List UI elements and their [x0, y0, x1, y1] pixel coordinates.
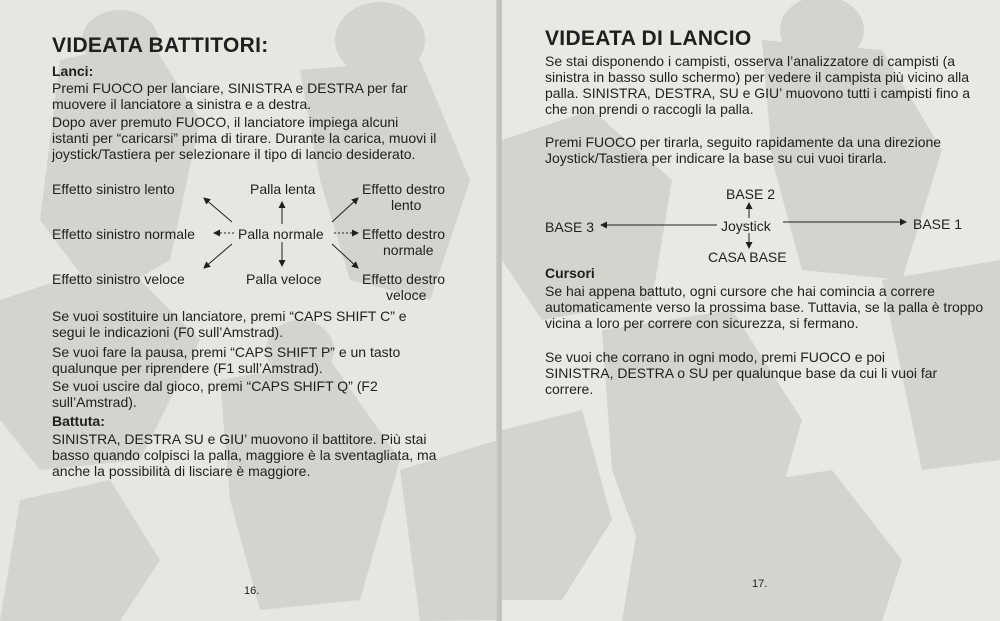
right-page	[502, 0, 1000, 621]
base-label-bottom: CASA BASE	[708, 249, 787, 265]
cursori-heading: Cursori	[545, 265, 595, 281]
page-title: VIDEATA BATTITORI:	[52, 34, 269, 57]
arrow-down-left	[204, 244, 232, 268]
joystick-label: Joystick	[721, 218, 771, 234]
throw-paragraph: Premi FUOCO per tirarla, seguito rapidamente da una direzione Joystick/Tastiera per indicare la base su cui vuoi tirarla.	[545, 134, 942, 166]
base-label-top: BASE 2	[726, 186, 776, 202]
lanci-heading: Lanci:	[52, 63, 94, 79]
diagram-label-mid-left: Effetto sinistro normale	[52, 226, 195, 242]
diagram-label-top-right-2: lento	[391, 197, 422, 213]
diagram-label-top-left: Effetto sinistro lento	[52, 181, 175, 197]
arrow-up-left	[204, 198, 232, 222]
diagram-label-top-right-1: Effetto destro	[362, 181, 446, 197]
diagram-label-bottom-right-2: veloce	[386, 287, 427, 303]
cursori-paragraph-1: Se hai appena battuto, ogni cursore che hai comincia a correre automaticamente verso la prossima base. Tuttavia, se la palla è troppo vicina a loro per correre con sicurezza, si fermano.	[545, 283, 984, 331]
base-label-right: BASE 1	[913, 216, 963, 232]
diagram-label-mid-right-1: Effetto destro	[362, 226, 446, 242]
base-label-left: BASE 3	[545, 219, 595, 235]
page-number: 17.	[752, 578, 768, 590]
diagram-label-bottom-left: Effetto sinistro veloce	[52, 271, 185, 287]
left-page	[0, 0, 498, 621]
cursori-paragraph-2: Se vuoi che corrano in ogni modo, premi FUOCO e poi SINISTRA, DESTRA o SU per qualunque base da cui li vuoi far correre.	[545, 349, 938, 397]
page-number: 16.	[244, 585, 260, 597]
caps-c-paragraph: Se vuoi sostituire un lanciatore, premi “CAPS SHIFT C” e segui le indicazioni (F0 sull’Amstrad).	[52, 308, 407, 340]
diagram-label-top-center: Palla lenta	[250, 181, 316, 197]
page-title: VIDEATA DI LANCIO	[545, 27, 752, 50]
lanci-paragraph-1: Premi FUOCO per lanciare, SINISTRA e DESTRA per far muovere il lanciatore a sinistra e a destra.	[52, 80, 408, 112]
arrow-up-right	[332, 198, 358, 222]
arrow-down-right	[332, 244, 358, 268]
diagram-label-center: Palla normale	[238, 226, 324, 242]
diagram-label-bottom-center: Palla veloce	[246, 271, 322, 287]
fielders-paragraph: Se stai disponendo i campisti, osserva l’analizzatore di campisti (a sinistra in basso sullo schermo) per vedere il campista più vicino alla palla. SINISTRA, DESTRA, SU e GIU’ muovono tutti i campisti fino a che non prendi o raccogli la palla.	[545, 53, 971, 117]
diagram-label-mid-right-2: normale	[383, 242, 434, 258]
caps-q-paragraph: Se vuoi uscire dal gioco, premi “CAPS SHIFT Q” (F2 sull’Amstrad).	[52, 378, 378, 410]
diagram-label-bottom-right-1: Effetto destro	[362, 271, 446, 287]
pitch-arrows	[0, 0, 498, 320]
caps-p-paragraph: Se vuoi fare la pausa, premi “CAPS SHIFT P” e un tasto qualunque per riprendere (F1 sull’Amstrad).	[52, 344, 401, 376]
base-arrows	[502, 0, 1000, 270]
lanci-paragraph-2: Dopo aver premuto FUOCO, il lanciatore impiega alcuni istanti per “caricarsi” prima di tirare. Durante la carica, muovi il joystick/Tastiera per selezionare il tipo di lancio desiderato.	[52, 114, 437, 162]
battuta-paragraph: SINISTRA, DESTRA SU e GIU’ muovono il battitore. Più stai basso quando colpisci la palla, maggiore è la sventagliata, ma anche la possibilità di lisciare è maggiore.	[52, 431, 437, 479]
battuta-heading: Battuta:	[52, 413, 105, 429]
